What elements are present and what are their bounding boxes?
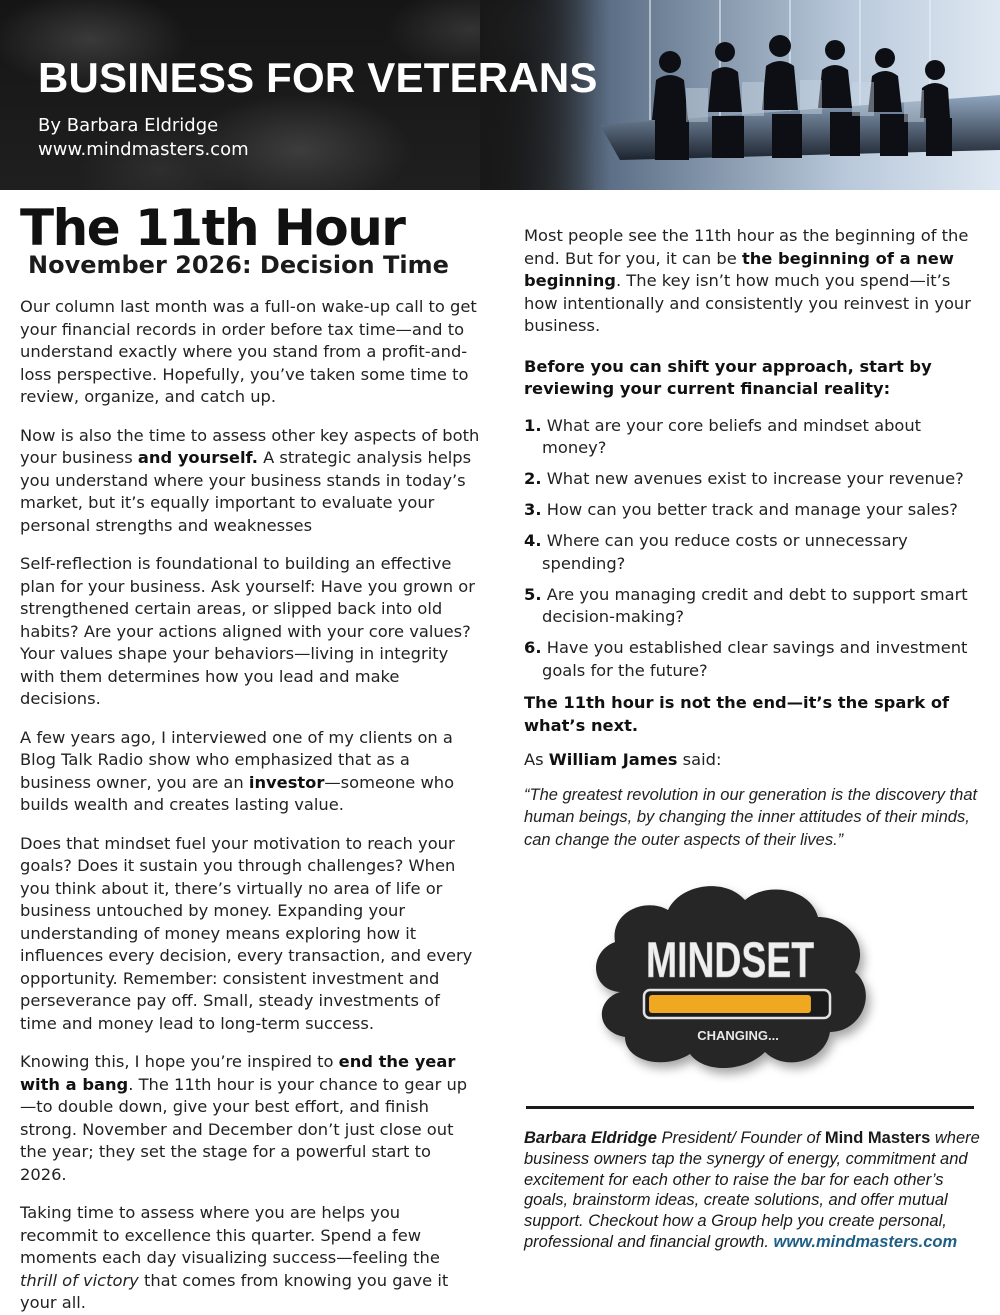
bio-name: Barbara Eldridge xyxy=(524,1129,657,1147)
list-item xyxy=(524,584,984,629)
list-text: Have you established clear savings and investment goals for the future? xyxy=(542,638,968,680)
paragraph-4 xyxy=(20,727,480,817)
bold-text: the beginning of a new beginning xyxy=(524,248,954,290)
left-column xyxy=(20,200,480,1315)
text-run: . The 11th hour is your chance to gear up—to double down, give your best effort, and finish strong. November and December don’t just close out the year; they set the stage for a powerful start to 2026. xyxy=(20,1074,468,1184)
text-run: that comes from knowing you gave it your all. xyxy=(20,1270,449,1312)
progress-caption: CHANGING... xyxy=(697,1028,779,1043)
article-title: The 11th Hour xyxy=(20,199,405,257)
mindset-cloud-graphic xyxy=(580,872,880,1082)
list-number: 2. xyxy=(524,469,542,488)
text-run: said: xyxy=(677,750,722,769)
byline: By Barbara Eldridge xyxy=(38,115,219,136)
paragraph-2 xyxy=(20,425,480,538)
paragraph-1: Our column last month was a full-on wake-up call to get your financial records in order before tax time—and to understand exactly where you stand from a profit-and-loss perspective. Hopefully, you’ve taken some time to review, organize, and catch up. xyxy=(20,297,477,406)
text-run: . The key isn’t how much you spend—it’s how intentionally and consistently you reinvest in your business. xyxy=(524,271,971,335)
italic-text: thrill of victory xyxy=(20,1270,139,1290)
right-column xyxy=(524,225,984,851)
website-link[interactable]: www.mindmasters.com xyxy=(38,139,249,160)
text-run: As xyxy=(524,750,549,769)
text-run: A strategic analysis helps you understand where your business stands in today’s market, but it’s equally important to evaluate your personal strengths and weaknesses xyxy=(20,448,472,535)
bio-brand: Mind Masters xyxy=(824,1129,931,1147)
bio-website-link[interactable]: www.mindmasters.com xyxy=(773,1232,958,1251)
quote-attribution xyxy=(524,749,984,772)
article-subtitle: November 2026: Decision Time xyxy=(28,251,449,279)
list-text: What are your core beliefs and mindset about money? xyxy=(542,415,922,457)
paragraph-3: Self-reflection is foundational to building an effective plan for your business. Ask yourself: Have you grown or strengthened certain areas, or slipped back into old habits? Are your actions aligned with your core values? Your values shape your behaviors—living in integrity with them determines how you lead and make decisions. xyxy=(20,554,475,708)
text-run: Now is also the time to assess other key aspects of both your business xyxy=(20,425,480,467)
byline-block xyxy=(38,114,249,162)
list-number: 5. xyxy=(524,584,542,604)
closing-statement: The 11th hour is not the end—it’s the spark of what’s next. xyxy=(524,693,950,735)
text-run: A few years ago, I interviewed one of my clients on a Blog Talk Radio show who emphasized that as a business owner, you are an xyxy=(20,727,453,792)
paragraph-7 xyxy=(20,1202,480,1315)
author-bio xyxy=(524,1128,980,1253)
list-item xyxy=(524,530,984,575)
progress-fill xyxy=(649,995,811,1013)
paragraph-5: Does that mindset fuel your motivation to reach your goals? Does it sustain you through challenges? When you think about it, there’s virtually no area of life or business untouched by money. Expanding your understanding of money means exploring how it influences every decision, every transaction, and every opportunity. Remember: consistent investment and perseverance pay off. Small, steady investments of time and money lead to long-term success. xyxy=(20,833,473,1033)
list-number: 4. xyxy=(524,531,542,550)
list-intro: Before you can shift your approach, start by reviewing your current financial reality: xyxy=(524,356,932,398)
divider-rule xyxy=(526,1106,974,1109)
list-text: Where can you reduce costs or unnecessary spending? xyxy=(542,531,908,573)
header-banner xyxy=(0,0,1000,190)
text-run: Knowing this, I hope you’re inspired to xyxy=(20,1052,339,1071)
question-list xyxy=(524,415,984,683)
mindset-word: MINDSET xyxy=(646,932,814,988)
bold-text: and yourself. xyxy=(137,448,258,467)
list-item xyxy=(524,468,984,491)
list-item xyxy=(524,415,984,460)
list-number: 6. xyxy=(524,638,542,657)
bold-text: end the year with a bang xyxy=(20,1052,456,1094)
bio-text: where business owners tap the synergy of energy, commitment and excitement for each other to raise the bar for each other’s goals, brainstorm ideas, create solutions, and offer mutual support. Checkout how a Group help you create personal, professional and financial growth. xyxy=(524,1129,980,1251)
list-number: 3. xyxy=(524,500,542,519)
pull-quote: “The greatest revolution in our generation is the discovery that human beings, by changing the inner attitudes of their minds, can change the outer aspects of their lives.” xyxy=(524,785,978,849)
list-text: How can you better track and manage your sales? xyxy=(546,500,958,519)
publication-title: BUSINESS FOR VETERANS xyxy=(38,54,598,101)
paragraph-6 xyxy=(20,1051,480,1186)
text-run: Most people see the 11th hour as the beginning of the end. But for you, it can be xyxy=(524,226,969,268)
bold-text: investor xyxy=(248,772,325,792)
paragraph-8 xyxy=(524,225,984,338)
text-run: Taking time to assess where you are helps you recommit to excellence this quarter. Spend a few moments each day visualizing success—feeling the xyxy=(20,1203,440,1267)
quote-author: William James xyxy=(548,750,678,769)
list-text: What new avenues exist to increase your revenue? xyxy=(546,469,964,488)
list-text: Are you managing credit and debt to support smart decision-making? xyxy=(542,584,968,626)
list-number: 1. xyxy=(524,415,542,435)
bio-role: President/ Founder of xyxy=(656,1129,825,1147)
list-item xyxy=(524,499,984,522)
list-item xyxy=(524,637,984,682)
text-run: —someone who builds wealth and creates lasting value. xyxy=(20,772,455,814)
